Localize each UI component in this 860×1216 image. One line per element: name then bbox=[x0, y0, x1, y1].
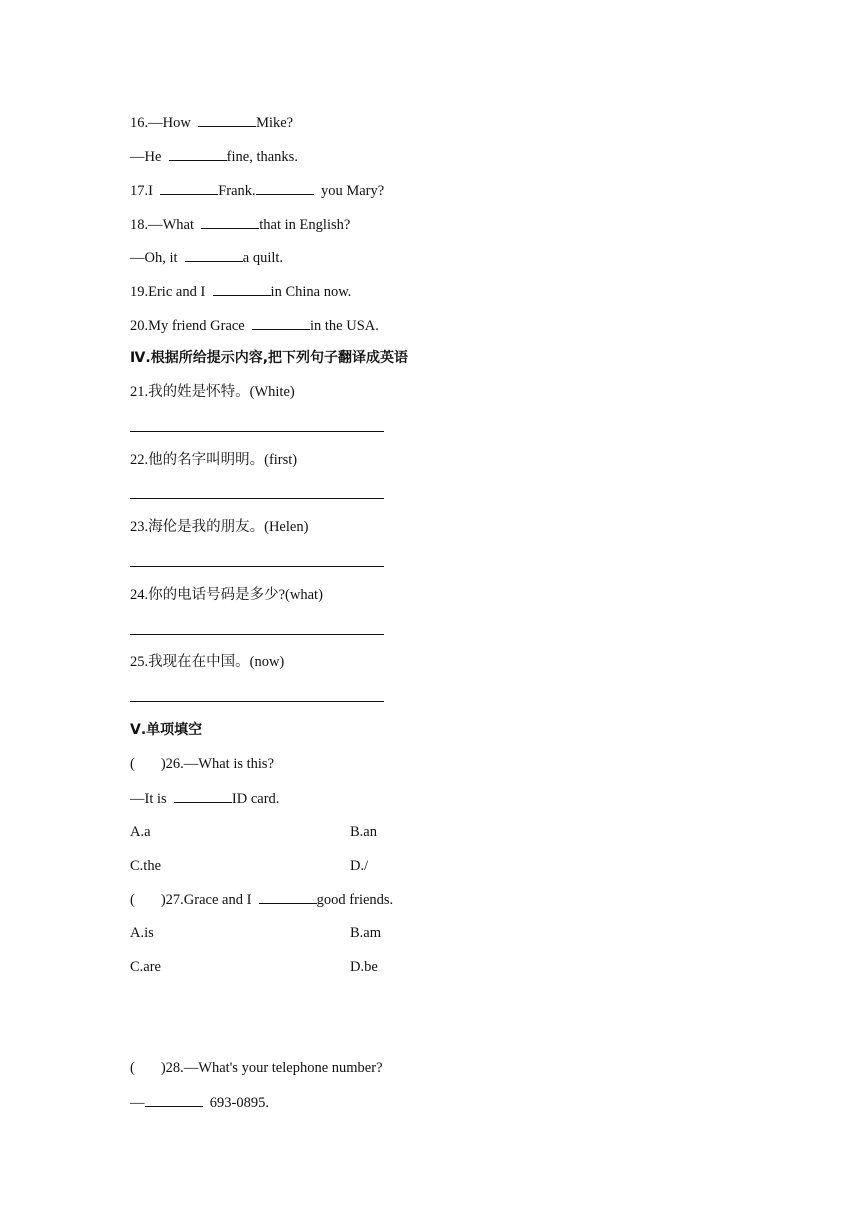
translation-item-21: 21.我的姓是怀特。(White) bbox=[130, 384, 295, 400]
question-28-line-2 bbox=[130, 1092, 269, 1113]
q16-suffix: Mike? bbox=[256, 115, 294, 131]
section-4-heading: Ⅳ.根据所给提示内容,把下列句子翻译成英语 bbox=[130, 350, 409, 366]
q20-blank[interactable] bbox=[252, 315, 310, 330]
q17-suffix: you Mary? bbox=[320, 183, 385, 199]
q28b-suffix: 693-0895. bbox=[209, 1095, 269, 1111]
q27-option-b: B.am bbox=[350, 925, 382, 941]
question-18-line-1 bbox=[130, 214, 350, 235]
answer-line-23[interactable] bbox=[130, 566, 384, 567]
q18b-blank[interactable] bbox=[185, 247, 243, 262]
q27-option-d: D.be bbox=[350, 959, 378, 975]
answer-line-22[interactable] bbox=[130, 498, 384, 499]
question-19 bbox=[130, 281, 351, 302]
question-18-line-2 bbox=[130, 247, 283, 268]
q26-text: )26.—What is this? bbox=[160, 756, 275, 772]
translation-item-23: 23.海伦是我的朋友。(Helen) bbox=[130, 519, 309, 535]
q27-option-a: A.is bbox=[130, 925, 154, 941]
question-16-line-2 bbox=[130, 146, 298, 167]
q18b-suffix: a quilt. bbox=[242, 250, 284, 266]
q18-suffix: that in English? bbox=[259, 217, 351, 233]
translation-item-22: 22.他的名字叫明明。(first) bbox=[130, 452, 298, 468]
q16b-blank[interactable] bbox=[169, 146, 227, 161]
q27-blank[interactable] bbox=[259, 889, 317, 904]
question-26 bbox=[130, 754, 274, 774]
q28-paren-open: ( bbox=[130, 1060, 135, 1076]
q26-option-c: C.the bbox=[130, 858, 162, 874]
translation-item-24: 24.你的电话号码是多少?(what) bbox=[130, 587, 323, 603]
q19-prefix: 19.Eric and I bbox=[130, 284, 206, 300]
section-5-heading: Ⅴ.单项填空 bbox=[130, 722, 203, 738]
question-26-line-2 bbox=[130, 788, 279, 809]
q26-paren-open: ( bbox=[130, 756, 135, 772]
q26-option-b: B.an bbox=[350, 824, 377, 840]
question-27 bbox=[130, 889, 393, 910]
answer-line-21[interactable] bbox=[130, 431, 384, 432]
q26-option-a: A.a bbox=[130, 824, 151, 840]
q20-prefix: 20.My friend Grace bbox=[130, 318, 245, 334]
q17-prefix: 17.I bbox=[130, 183, 153, 199]
question-20 bbox=[130, 315, 379, 336]
q26b-suffix: ID card. bbox=[231, 791, 280, 807]
q28-blank[interactable] bbox=[145, 1092, 203, 1107]
q28b-prefix: — bbox=[130, 1095, 145, 1111]
q18b-prefix: —Oh, it bbox=[130, 250, 178, 266]
q17-blank-2[interactable] bbox=[256, 180, 314, 195]
question-17 bbox=[130, 180, 384, 201]
translation-item-25: 25.我现在在中国。(now) bbox=[130, 654, 285, 670]
answer-line-24[interactable] bbox=[130, 634, 384, 635]
q16b-suffix: fine, thanks. bbox=[226, 149, 298, 165]
q26-option-d: D./ bbox=[350, 858, 369, 874]
q16b-prefix: —He bbox=[130, 149, 162, 165]
question-16-line-1 bbox=[130, 112, 293, 133]
q28-text: )28.—What's your telephone number? bbox=[160, 1060, 383, 1076]
q27-paren-open: ( bbox=[130, 892, 135, 908]
q27-text: )27.Grace and I bbox=[160, 892, 252, 908]
q16-blank[interactable] bbox=[198, 112, 256, 127]
answer-line-25[interactable] bbox=[130, 701, 384, 702]
q26-blank[interactable] bbox=[174, 788, 232, 803]
q17-middle: Frank. bbox=[218, 183, 256, 199]
q27-option-c: C.are bbox=[130, 959, 161, 975]
q19-blank[interactable] bbox=[213, 281, 271, 296]
q26b-prefix: —It is bbox=[130, 791, 167, 807]
q20-suffix: in the USA. bbox=[310, 318, 379, 334]
q18-prefix: 18.—What bbox=[130, 217, 195, 233]
q19-suffix: in China now. bbox=[270, 284, 352, 300]
q16-prefix: 16.—How bbox=[130, 115, 191, 131]
q27-suffix: good friends. bbox=[316, 892, 394, 908]
question-28 bbox=[130, 1058, 383, 1078]
q18-blank[interactable] bbox=[201, 214, 259, 229]
q17-blank-1[interactable] bbox=[160, 180, 218, 195]
